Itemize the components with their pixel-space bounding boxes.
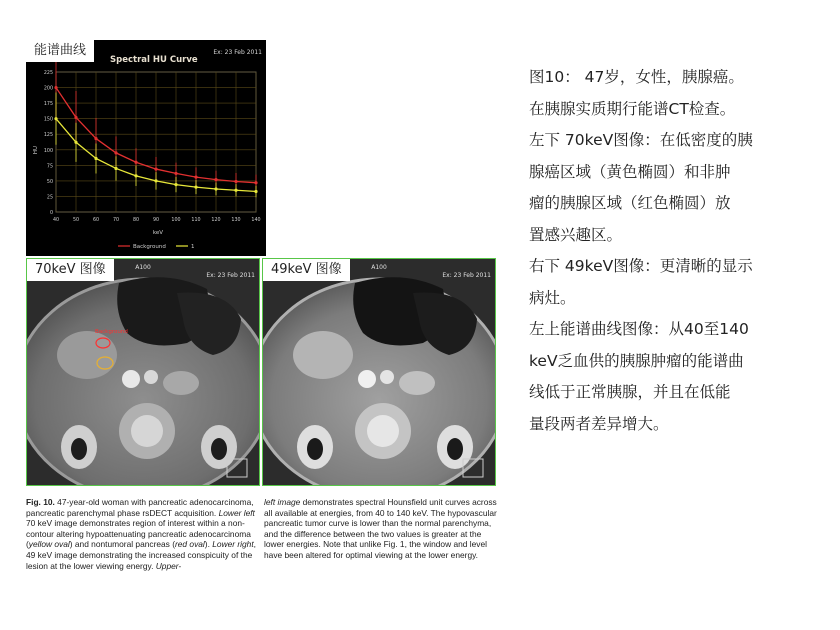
data-point [114,151,117,154]
x-tick-label: 80 [132,218,140,223]
chart-xlabel: keV [152,230,164,236]
data-point [74,116,77,119]
caption-run: demonstrates spectral Hounsfield unit curves across all available at energies, from 40 to 140 keV. The hypovascular pancreatic tumor curve is lower than the normal parenchyma, and the difference between the two values is greater at the lower energies. Note that unlike Fig. 1, the window and level have been altered for optimal viewing at the lower energy. [264,497,497,560]
y-tick-label: 100 [43,148,53,154]
right-image-tag: 49keV 图像 [263,259,350,281]
caption-run: Upper- [155,560,182,571]
chart-ylabel: HU [33,145,39,155]
caption-run: 47-year-old woman with pancreatic adenocarcinoma, pancreatic parenchymal phase rsDECT acquisition. [26,497,254,518]
caption-run: left image [264,497,301,507]
y-tick-label: 125 [43,133,53,139]
figure-caption-left [26,497,264,571]
y-tick-label: 175 [43,102,53,108]
y-tick-label: 75 [46,164,53,170]
ct-scan-49kev [263,259,495,485]
caption-run: yellow oval [28,539,70,550]
data-point [214,178,217,181]
note-line: keV乏血供的胰腺肿瘤的能谱曲 [529,351,744,370]
x-tick-label: 70 [112,218,120,223]
data-point [234,180,237,183]
left-image-tag: 70keV 图像 [27,259,114,281]
ct-right-top-label: A100 [371,264,387,271]
note-line: 在胰腺实质期行能谱CT检查。 [529,99,736,118]
ct-image-70kev [26,258,260,486]
caption-run: ) and nontumoral pancreas ( [69,539,175,550]
x-tick-label: 140 [251,218,261,223]
data-point [174,172,177,175]
caption-left-paragraph [26,497,264,571]
caption-run: red oval [174,539,205,550]
note-line: 右下 49keV图像：更清晰的显示 [529,257,753,275]
ct-image-49kev [262,258,496,486]
data-point [254,190,257,193]
note-line: 瘤的胰腺区域（红色椭圆）放 [529,194,731,212]
data-point [194,176,197,179]
data-point [74,141,77,144]
data-point [234,189,237,192]
x-tick-label: 50 [72,218,80,223]
y-tick-label: 0 [49,211,53,216]
x-tick-label: 110 [191,218,201,223]
spectral-hu-curve-panel [26,40,266,256]
chart-date: Ex: 23 Feb 2011 [213,49,262,56]
data-point [214,187,217,190]
data-point [54,117,57,120]
figure-caption-right [264,497,502,561]
data-point [134,174,137,177]
ct-left-top-label: A100 [135,264,151,271]
ct-left-date: Ex: 23 Feb 2011 [206,272,255,279]
data-point [94,157,97,160]
note-line: 图10： 47岁，女性，胰腺癌。 [529,68,744,86]
ct-right-date: Ex: 23 Feb 2011 [442,272,491,279]
x-tick-label: 90 [152,218,160,223]
x-tick-label: 60 [92,218,100,223]
caption-run: Lower right [212,539,254,550]
caption-run: , 49 keV image demonstrating the increased conspicuity of the lesion at the lower viewing energy. [26,539,256,571]
note-line: 量段两者差异增大。 [529,414,669,433]
caption-run: 70 keV image demonstrates region of interest within a non-contour altering hypoattenuating pancreatic adenocarcinoma ( [26,518,251,550]
data-point [174,183,177,186]
data-point [54,86,57,89]
roi-label-background: Background [95,329,128,335]
x-tick-label: 130 [231,218,241,223]
caption-run: Lower left [218,507,255,518]
data-point [154,167,157,170]
note-line: 病灶。 [529,288,576,307]
data-point [94,137,97,140]
data-point [134,161,137,164]
caption-run: Fig. 10. [26,497,55,507]
chinese-notes [529,62,809,440]
chart-tag: 能谱曲线 [26,40,94,62]
note-line: 左下 70keV图像：在低密度的胰 [529,131,753,149]
note-line: 腺癌区域（黄色椭圆）和非肿 [529,162,731,181]
data-point [194,186,197,189]
y-tick-label: 50 [46,179,53,185]
note-line: 左上能谱曲线图像：从40至140 [529,320,749,338]
data-point [114,167,117,170]
y-tick-label: 225 [43,71,53,76]
y-tick-label: 200 [43,86,53,92]
note-line: 线低于正常胰腺，并且在低能 [529,383,731,401]
ct-scan-70kev [27,259,259,485]
data-point [154,179,157,182]
note-line: 置感兴趣区。 [529,225,623,244]
x-tick-label: 100 [171,218,181,223]
y-tick-label: 25 [46,195,53,201]
caption-right-paragraph [264,497,502,561]
chart-title: Spectral HU Curve [110,55,198,65]
y-tick-label: 150 [43,117,53,123]
legend-label: 1 [191,244,195,250]
x-tick-label: 120 [211,218,221,223]
x-tick-label: 40 [52,218,60,223]
legend-label: Background [133,244,166,250]
data-point [254,181,257,184]
spectral-hu-chart [26,40,266,256]
caption-run: ). [204,539,213,550]
